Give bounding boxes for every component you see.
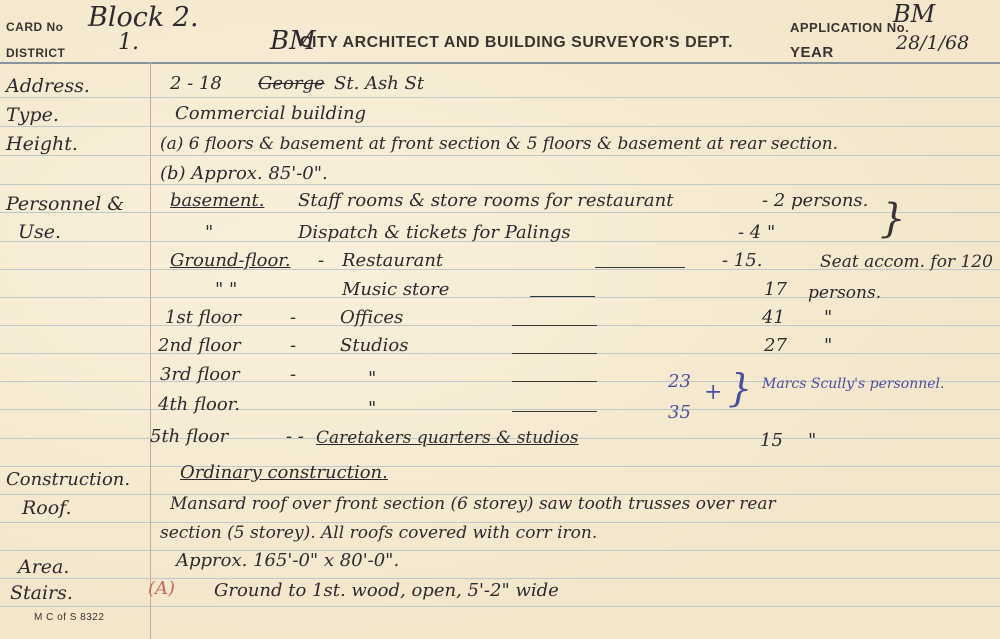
use-studios: Studios: [340, 335, 409, 356]
use-offices: Offices: [340, 307, 404, 328]
dash-ground: -: [318, 250, 325, 271]
use-dispatch: Dispatch & tickets for Palings: [298, 222, 571, 243]
address-number: 2 - 18: [170, 73, 222, 94]
type-label: Type.: [6, 104, 59, 126]
dash-5th: - -: [286, 426, 304, 447]
blue-count-3rd: 23: [668, 371, 691, 392]
note-caretakers: ": [808, 430, 817, 451]
department-initials: BM: [270, 26, 316, 56]
roof-line-2: section (5 storey). All roofs covered with corr iron.: [160, 523, 598, 543]
count-basement: - 2 persons.: [762, 190, 869, 211]
district-value: 1.: [118, 30, 139, 55]
use-label: Use.: [18, 221, 62, 243]
area-label: Area.: [18, 556, 70, 578]
dash-3rd: -: [290, 364, 297, 385]
card-no-label: CARD No: [6, 20, 64, 34]
personnel-label: Personnel &: [6, 193, 125, 215]
count-dispatch: - 4 ": [738, 222, 776, 243]
count-studios: 27: [764, 335, 787, 356]
address-value: St. Ash St: [334, 73, 425, 94]
blue-count-4th: 35: [668, 402, 691, 423]
note-restaurant: Seat accom. for 120: [820, 252, 993, 272]
application-label: APPLICATION No.: [790, 20, 910, 35]
note-music-store: persons.: [808, 283, 882, 303]
address-label: Address.: [6, 75, 90, 97]
note-offices: ": [824, 307, 833, 328]
application-value: BM: [893, 0, 936, 28]
leader-line: [512, 381, 597, 382]
blue-note: Marcs Scully's personnel.: [762, 376, 945, 392]
floor-basement: basement.: [170, 190, 265, 211]
floor-ground-ditto: " ": [215, 279, 238, 300]
form-code: M C of S 8322: [34, 612, 105, 623]
type-value: Commercial building: [175, 103, 367, 124]
leader-line: [512, 353, 597, 354]
use-restaurant: Restaurant: [342, 250, 444, 271]
leader-line: [512, 411, 597, 412]
use-basement: Staff rooms & store rooms for restaurant: [298, 190, 674, 211]
year-label: YEAR: [790, 44, 834, 61]
count-music-store: 17: [764, 279, 787, 300]
area-value: Approx. 165'-0" x 80'-0".: [176, 550, 400, 571]
dash-2nd: -: [290, 335, 297, 356]
floor-5th: 5th floor: [150, 426, 229, 447]
blue-brace: }: [728, 366, 753, 410]
use-music-store: Music store: [342, 279, 450, 300]
floor-2nd: 2nd floor: [158, 335, 241, 356]
roof-line-1: Mansard roof over front section (6 storey) saw tooth trusses over rear: [170, 494, 776, 514]
floor-4th: 4th floor.: [158, 394, 241, 415]
district-label: DISTRICT: [6, 46, 66, 60]
roof-label: Roof.: [22, 497, 72, 519]
note-studios: ": [824, 335, 833, 356]
use-3rd-ditto: ": [368, 368, 377, 389]
count-caretakers: 15: [760, 430, 783, 451]
card-no-value: Block 2.: [88, 2, 199, 33]
height-a: (a) 6 floors & basement at front section & 5 floors & basement at rear section.: [160, 134, 839, 154]
count-offices: 41: [762, 307, 785, 328]
floor-3rd: 3rd floor: [160, 364, 240, 385]
stairs-value: Ground to 1st. wood, open, 5'-2" wide: [214, 580, 559, 601]
address-struck-street: George: [258, 73, 325, 94]
stairs-red-mark: (A): [148, 578, 176, 599]
height-b: (b) Approx. 85'-0".: [160, 163, 328, 184]
blue-plus: +: [704, 380, 723, 405]
brace: }: [880, 196, 906, 242]
floor-basement-ditto: ": [205, 222, 214, 243]
construction-label: Construction.: [6, 469, 131, 490]
margin-line: [150, 62, 151, 639]
count-restaurant: - 15.: [722, 250, 763, 271]
leader-line: [530, 296, 595, 297]
use-caretakers: Caretakers quarters & studios: [316, 428, 579, 448]
leader-line: [595, 267, 685, 268]
stairs-label: Stairs.: [10, 582, 73, 604]
year-value: 28/1/68: [896, 32, 970, 54]
floor-ground: Ground-floor.: [170, 250, 291, 271]
floor-1st: 1st floor: [165, 307, 241, 328]
leader-line: [512, 325, 597, 326]
construction-value: Ordinary construction.: [180, 462, 388, 483]
use-4th-ditto: ": [368, 398, 377, 419]
department-title: CITY ARCHITECT AND BUILDING SURVEYOR'S DEPT.: [300, 34, 733, 51]
dash-1st: -: [290, 307, 297, 328]
height-label: Height.: [6, 133, 78, 155]
